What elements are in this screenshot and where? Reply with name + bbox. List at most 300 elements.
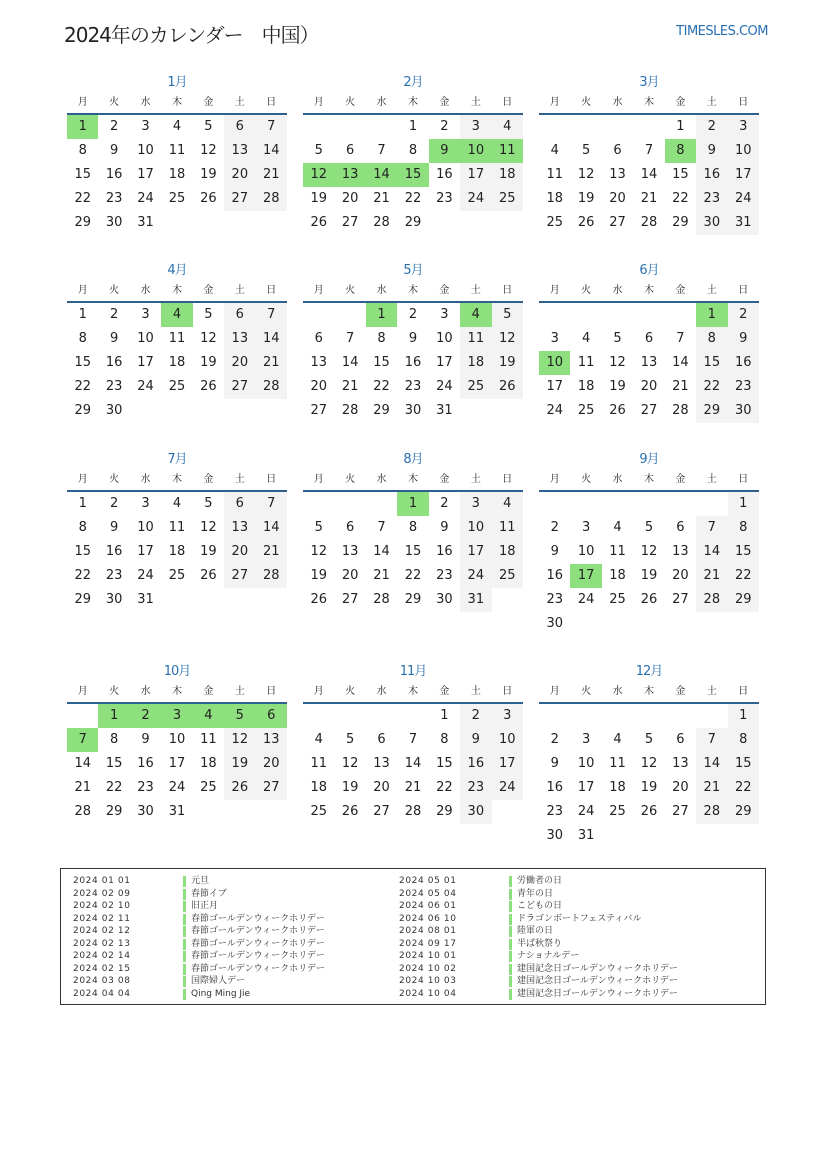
holiday-day-cell: 1 bbox=[696, 303, 727, 327]
holiday-list-item bbox=[399, 888, 719, 901]
empty-day-cell bbox=[570, 704, 601, 728]
weekday-header: 金 bbox=[193, 93, 224, 115]
day-cell: 20 bbox=[640, 379, 658, 394]
day-cell: 11 bbox=[200, 732, 217, 747]
month-title: 9月 bbox=[639, 452, 659, 467]
day-cell: 18 bbox=[200, 756, 217, 771]
day-cell: 14 bbox=[696, 752, 727, 776]
day-cell: 9 bbox=[440, 520, 449, 535]
day-cell: 11 bbox=[577, 355, 595, 370]
day-cell: 1 bbox=[676, 119, 685, 134]
day-cell: 31 bbox=[436, 403, 453, 418]
day-cell: 28 bbox=[672, 403, 689, 418]
day-cell: 2 bbox=[550, 520, 559, 535]
holiday-date: 2024 04 04 bbox=[73, 988, 131, 999]
month-calendar bbox=[303, 73, 523, 235]
day-cell: 23 bbox=[436, 191, 453, 206]
day-cell: 28 bbox=[373, 215, 390, 230]
holiday-date: 2024 02 09 bbox=[73, 888, 131, 899]
day-cell: 18 bbox=[492, 163, 523, 187]
day-cell: 5 bbox=[314, 520, 323, 535]
day-cell: 26 bbox=[310, 215, 327, 230]
weekday-header: 水 bbox=[366, 682, 397, 704]
day-cell: 24 bbox=[436, 379, 453, 394]
day-cell: 28 bbox=[256, 375, 287, 399]
weekday-header: 日 bbox=[492, 93, 523, 115]
day-cell: 11 bbox=[546, 167, 563, 182]
day-cell: 18 bbox=[168, 355, 186, 370]
day-cell: 11 bbox=[168, 520, 186, 535]
day-cell: 6 bbox=[224, 115, 255, 139]
holiday-legend-column-right bbox=[399, 875, 719, 1000]
day-cell: 2 bbox=[728, 303, 759, 327]
weekday-header: 土 bbox=[696, 281, 727, 303]
day-cell: 8 bbox=[78, 143, 87, 158]
weekday-header: 金 bbox=[193, 682, 224, 704]
day-cell: 3 bbox=[581, 732, 591, 747]
holiday-name: 半ば秋祭り bbox=[517, 938, 563, 949]
day-cell: 7 bbox=[408, 732, 418, 747]
day-cell: 18 bbox=[609, 780, 626, 795]
holiday-day-cell: 1 bbox=[366, 303, 397, 327]
day-cell: 15 bbox=[696, 351, 727, 375]
month-title: 2月 bbox=[403, 75, 423, 90]
day-cell: 26 bbox=[224, 776, 255, 800]
day-cell: 27 bbox=[640, 403, 658, 418]
day-cell: 28 bbox=[373, 592, 390, 607]
day-cell: 3 bbox=[141, 119, 150, 134]
holiday-day-cell: 1 bbox=[67, 115, 98, 139]
weekday-header: 水 bbox=[130, 682, 161, 704]
day-cell: 19 bbox=[640, 780, 658, 795]
weekday-header: 月 bbox=[539, 281, 570, 303]
weekday-header: 火 bbox=[570, 682, 601, 704]
holiday-date: 2024 10 03 bbox=[399, 976, 457, 986]
empty-day-cell bbox=[633, 303, 664, 327]
day-cell: 8 bbox=[408, 520, 418, 535]
day-cell: 21 bbox=[672, 379, 689, 394]
holiday-date: 2024 05 04 bbox=[399, 888, 457, 899]
holiday-list-item bbox=[73, 888, 393, 901]
holiday-day-cell: 14 bbox=[366, 163, 397, 187]
empty-day-cell bbox=[665, 492, 696, 516]
day-cell: 19 bbox=[341, 780, 359, 795]
day-cell: 6 bbox=[345, 520, 355, 535]
day-cell: 28 bbox=[696, 588, 727, 612]
day-cell: 11 bbox=[460, 327, 491, 351]
day-cell: 30 bbox=[460, 800, 491, 824]
month-day-grid bbox=[303, 470, 523, 612]
holiday-date: 2024 05 01 bbox=[399, 876, 457, 886]
weekday-header: 木 bbox=[397, 281, 428, 303]
holiday-name: 労働者の日 bbox=[517, 876, 563, 886]
day-cell: 15 bbox=[74, 167, 91, 182]
day-cell: 19 bbox=[640, 568, 658, 583]
holiday-date: 2024 06 01 bbox=[399, 901, 457, 911]
empty-day-cell bbox=[633, 492, 664, 516]
holiday-day-cell: 5 bbox=[224, 704, 255, 728]
day-cell: 27 bbox=[672, 592, 689, 607]
page-title: 2024年のカレンダー 中国） bbox=[64, 23, 319, 47]
holiday-date: 2024 10 04 bbox=[399, 988, 457, 999]
day-cell: 20 bbox=[373, 780, 390, 795]
day-cell: 30 bbox=[137, 804, 154, 819]
weekday-header: 木 bbox=[161, 682, 192, 704]
day-cell: 22 bbox=[74, 379, 91, 394]
empty-day-cell bbox=[570, 303, 601, 327]
holiday-marker bbox=[183, 939, 186, 950]
holiday-date: 2024 08 01 bbox=[399, 926, 457, 936]
day-cell: 5 bbox=[492, 303, 523, 327]
day-cell: 18 bbox=[310, 780, 327, 795]
day-cell: 26 bbox=[577, 215, 595, 230]
day-cell: 28 bbox=[404, 804, 422, 819]
day-cell: 7 bbox=[345, 331, 355, 346]
weekday-header: 土 bbox=[460, 281, 491, 303]
weekday-header: 金 bbox=[665, 93, 696, 115]
day-cell: 25 bbox=[546, 215, 563, 230]
day-cell: 9 bbox=[141, 732, 150, 747]
day-cell: 22 bbox=[728, 564, 759, 588]
day-cell: 5 bbox=[204, 119, 213, 134]
month-calendar bbox=[303, 261, 523, 423]
day-cell: 7 bbox=[256, 303, 287, 327]
month-day-grid bbox=[67, 93, 287, 235]
day-cell: 7 bbox=[676, 331, 685, 346]
day-cell: 16 bbox=[105, 355, 123, 370]
holiday-list-item bbox=[399, 913, 719, 926]
month-title: 3月 bbox=[639, 75, 659, 90]
day-cell: 4 bbox=[172, 119, 182, 134]
holiday-name: 建国記念日ゴールデンウィークホリデー bbox=[517, 976, 678, 986]
day-cell: 10 bbox=[137, 331, 154, 346]
day-cell: 22 bbox=[728, 776, 759, 800]
day-cell: 16 bbox=[105, 167, 123, 182]
month-title: 4月 bbox=[167, 263, 187, 278]
day-cell: 31 bbox=[168, 804, 186, 819]
month-day-grid bbox=[67, 470, 287, 612]
day-cell: 8 bbox=[78, 331, 87, 346]
empty-day-cell bbox=[602, 115, 633, 139]
day-cell: 26 bbox=[200, 379, 217, 394]
holiday-marker bbox=[509, 901, 512, 912]
weekday-header: 月 bbox=[67, 93, 98, 115]
weekday-header: 日 bbox=[492, 281, 523, 303]
day-cell: 25 bbox=[577, 403, 595, 418]
day-cell: 5 bbox=[204, 496, 213, 511]
day-cell: 26 bbox=[200, 191, 217, 206]
day-cell: 29 bbox=[373, 403, 390, 418]
day-cell: 26 bbox=[341, 804, 359, 819]
day-cell: 11 bbox=[168, 143, 186, 158]
day-cell: 12 bbox=[609, 355, 626, 370]
day-cell: 2 bbox=[440, 119, 449, 134]
day-cell: 9 bbox=[109, 520, 119, 535]
holiday-marker bbox=[509, 989, 512, 1000]
holiday-marker bbox=[509, 876, 512, 887]
month-title: 6月 bbox=[639, 263, 659, 278]
weekday-header: 水 bbox=[130, 470, 161, 492]
day-cell: 18 bbox=[546, 191, 563, 206]
holiday-day-cell: 2 bbox=[130, 704, 161, 728]
day-cell: 21 bbox=[404, 780, 422, 795]
empty-day-cell bbox=[539, 115, 570, 139]
day-cell: 6 bbox=[314, 331, 323, 346]
holiday-marker bbox=[509, 914, 512, 925]
holiday-day-cell: 13 bbox=[334, 163, 365, 187]
day-cell: 17 bbox=[492, 752, 523, 776]
day-cell: 20 bbox=[256, 752, 287, 776]
weekday-header: 水 bbox=[366, 470, 397, 492]
day-cell: 4 bbox=[314, 732, 323, 747]
empty-day-cell bbox=[602, 492, 633, 516]
day-cell: 2 bbox=[408, 307, 418, 322]
day-cell: 17 bbox=[168, 756, 186, 771]
day-cell: 1 bbox=[78, 307, 87, 322]
day-cell: 1 bbox=[728, 492, 759, 516]
holiday-list-item bbox=[399, 900, 719, 913]
weekday-header: 金 bbox=[665, 682, 696, 704]
day-cell: 6 bbox=[224, 303, 255, 327]
holiday-marker bbox=[183, 889, 186, 900]
day-cell: 29 bbox=[74, 215, 91, 230]
holiday-marker bbox=[183, 876, 186, 887]
day-cell: 8 bbox=[78, 520, 87, 535]
day-cell: 17 bbox=[577, 780, 595, 795]
day-cell: 19 bbox=[200, 167, 217, 182]
day-cell: 23 bbox=[460, 776, 491, 800]
day-cell: 5 bbox=[644, 520, 654, 535]
day-cell: 4 bbox=[172, 496, 182, 511]
weekday-header: 水 bbox=[366, 281, 397, 303]
month-day-grid bbox=[303, 93, 523, 235]
day-cell: 19 bbox=[224, 752, 255, 776]
day-cell: 23 bbox=[546, 804, 563, 819]
month-calendar bbox=[539, 73, 759, 235]
weekday-header: 月 bbox=[67, 682, 98, 704]
day-cell: 29 bbox=[672, 215, 689, 230]
day-cell: 26 bbox=[640, 804, 658, 819]
day-cell: 10 bbox=[168, 732, 186, 747]
holiday-list-item bbox=[73, 913, 393, 926]
day-cell: 13 bbox=[224, 516, 255, 540]
day-cell: 30 bbox=[436, 592, 453, 607]
day-cell: 23 bbox=[105, 191, 123, 206]
day-cell: 19 bbox=[310, 191, 327, 206]
holiday-marker bbox=[183, 914, 186, 925]
empty-day-cell bbox=[303, 303, 334, 327]
day-cell: 2 bbox=[109, 496, 119, 511]
day-cell: 5 bbox=[345, 732, 355, 747]
day-cell: 30 bbox=[105, 592, 123, 607]
day-cell: 20 bbox=[224, 540, 255, 564]
day-cell: 8 bbox=[408, 143, 418, 158]
day-cell: 18 bbox=[492, 540, 523, 564]
holiday-day-cell: 10 bbox=[460, 139, 491, 163]
weekday-header: 土 bbox=[460, 93, 491, 115]
brand-logo-text[interactable]: TIMESLES.COM bbox=[676, 24, 768, 39]
day-cell: 29 bbox=[696, 399, 727, 423]
weekday-header: 日 bbox=[728, 470, 759, 492]
day-cell: 27 bbox=[373, 804, 390, 819]
day-cell: 27 bbox=[310, 403, 327, 418]
empty-day-cell bbox=[665, 303, 696, 327]
empty-day-cell bbox=[366, 492, 397, 516]
weekday-header: 水 bbox=[130, 93, 161, 115]
day-cell: 15 bbox=[728, 540, 759, 564]
weekday-header: 金 bbox=[193, 281, 224, 303]
day-cell: 19 bbox=[200, 544, 217, 559]
holiday-marker bbox=[183, 901, 186, 912]
day-cell: 27 bbox=[224, 187, 255, 211]
day-cell: 23 bbox=[105, 379, 123, 394]
weekday-header: 火 bbox=[570, 281, 601, 303]
weekday-header: 土 bbox=[696, 682, 727, 704]
holiday-date: 2024 10 02 bbox=[399, 963, 457, 974]
day-cell: 30 bbox=[105, 215, 123, 230]
month-calendar bbox=[67, 662, 287, 824]
month-calendar bbox=[67, 261, 287, 423]
weekday-header: 木 bbox=[397, 93, 428, 115]
day-cell: 29 bbox=[74, 403, 91, 418]
day-cell: 15 bbox=[105, 756, 123, 771]
weekday-header: 水 bbox=[602, 281, 633, 303]
day-cell: 21 bbox=[341, 379, 359, 394]
day-cell: 30 bbox=[728, 399, 759, 423]
holiday-day-cell: 7 bbox=[67, 728, 98, 752]
day-cell: 19 bbox=[492, 351, 523, 375]
day-cell: 9 bbox=[550, 544, 559, 559]
holiday-day-cell: 4 bbox=[193, 704, 224, 728]
empty-day-cell bbox=[334, 115, 365, 139]
day-cell: 8 bbox=[109, 732, 119, 747]
day-cell: 16 bbox=[105, 544, 123, 559]
holiday-marker bbox=[509, 889, 512, 900]
holiday-marker bbox=[183, 964, 186, 975]
day-cell: 30 bbox=[546, 616, 563, 631]
holiday-list-item bbox=[399, 950, 719, 963]
weekday-header: 月 bbox=[303, 93, 334, 115]
day-cell: 21 bbox=[373, 568, 390, 583]
day-cell: 15 bbox=[373, 355, 390, 370]
day-cell: 20 bbox=[672, 568, 689, 583]
month-calendar bbox=[67, 73, 287, 235]
weekday-header: 土 bbox=[224, 682, 255, 704]
empty-day-cell bbox=[539, 492, 570, 516]
day-cell: 5 bbox=[644, 732, 654, 747]
holiday-name: 青年の日 bbox=[517, 888, 554, 899]
day-cell: 13 bbox=[672, 544, 689, 559]
weekday-header: 木 bbox=[633, 682, 664, 704]
day-cell: 1 bbox=[408, 119, 418, 134]
empty-day-cell bbox=[633, 704, 664, 728]
day-cell: 10 bbox=[577, 756, 595, 771]
weekday-header: 水 bbox=[602, 682, 633, 704]
day-cell: 24 bbox=[546, 403, 563, 418]
weekday-header: 金 bbox=[193, 470, 224, 492]
weekday-header: 土 bbox=[460, 682, 491, 704]
day-cell: 17 bbox=[546, 379, 563, 394]
holiday-name: 建国記念日ゴールデンウィークホリデー bbox=[517, 988, 678, 999]
holiday-day-cell: 11 bbox=[492, 139, 523, 163]
day-cell: 12 bbox=[200, 520, 217, 535]
day-cell: 29 bbox=[436, 804, 453, 819]
day-cell: 16 bbox=[728, 351, 759, 375]
month-title: 8月 bbox=[403, 452, 423, 467]
day-cell: 3 bbox=[141, 496, 150, 511]
weekday-header: 金 bbox=[429, 682, 460, 704]
holiday-list-item bbox=[399, 925, 719, 938]
empty-day-cell bbox=[67, 704, 98, 728]
month-calendar bbox=[303, 662, 523, 824]
day-cell: 10 bbox=[577, 544, 595, 559]
day-cell: 28 bbox=[256, 187, 287, 211]
month-title: 12月 bbox=[635, 664, 663, 679]
weekday-header: 水 bbox=[602, 93, 633, 115]
month-day-grid bbox=[67, 281, 287, 423]
day-cell: 13 bbox=[609, 167, 626, 182]
day-cell: 14 bbox=[404, 756, 422, 771]
weekday-header: 土 bbox=[224, 93, 255, 115]
day-cell: 17 bbox=[137, 544, 154, 559]
day-cell: 2 bbox=[696, 115, 727, 139]
day-cell: 20 bbox=[310, 379, 327, 394]
holiday-day-cell: 4 bbox=[161, 303, 192, 327]
weekday-header: 木 bbox=[397, 682, 428, 704]
day-cell: 6 bbox=[644, 331, 654, 346]
day-cell: 13 bbox=[672, 756, 689, 771]
day-cell: 2 bbox=[550, 732, 559, 747]
day-cell: 25 bbox=[609, 804, 626, 819]
holiday-name: 建国記念日ゴールデンウィークホリデー bbox=[517, 963, 678, 974]
day-cell: 5 bbox=[613, 331, 622, 346]
day-cell: 25 bbox=[460, 375, 491, 399]
day-cell: 27 bbox=[609, 215, 626, 230]
empty-day-cell bbox=[665, 704, 696, 728]
day-cell: 7 bbox=[696, 516, 727, 540]
weekday-header: 月 bbox=[539, 470, 570, 492]
day-cell: 17 bbox=[460, 163, 491, 187]
day-cell: 3 bbox=[460, 492, 491, 516]
day-cell: 9 bbox=[728, 327, 759, 351]
holiday-day-cell: 3 bbox=[161, 704, 192, 728]
day-cell: 18 bbox=[168, 167, 186, 182]
month-day-grid bbox=[303, 682, 523, 824]
holiday-date: 2024 01 01 bbox=[73, 876, 131, 886]
day-cell: 6 bbox=[613, 143, 622, 158]
day-cell: 3 bbox=[440, 307, 449, 322]
day-cell: 24 bbox=[577, 804, 595, 819]
day-cell: 10 bbox=[137, 520, 154, 535]
day-cell: 21 bbox=[696, 564, 727, 588]
day-cell: 4 bbox=[492, 492, 523, 516]
holiday-legend-column-left bbox=[73, 875, 393, 1000]
holiday-marker bbox=[509, 939, 512, 950]
day-cell: 1 bbox=[728, 704, 759, 728]
day-cell: 25 bbox=[168, 568, 186, 583]
day-cell: 24 bbox=[728, 187, 759, 211]
day-cell: 23 bbox=[105, 568, 123, 583]
weekday-header: 火 bbox=[334, 470, 365, 492]
day-cell: 9 bbox=[460, 728, 491, 752]
day-cell: 4 bbox=[492, 115, 523, 139]
day-cell: 16 bbox=[546, 780, 563, 795]
day-cell: 25 bbox=[492, 564, 523, 588]
weekday-header: 土 bbox=[224, 470, 255, 492]
holiday-list-item bbox=[399, 963, 719, 976]
day-cell: 10 bbox=[492, 728, 523, 752]
day-cell: 16 bbox=[696, 163, 727, 187]
